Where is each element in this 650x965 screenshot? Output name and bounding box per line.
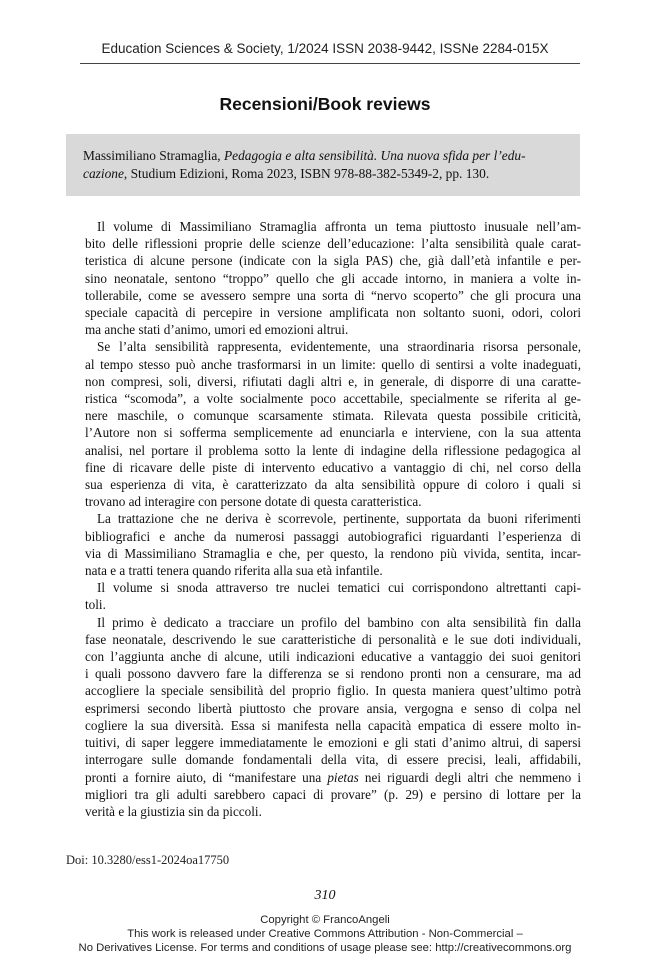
body-line: toli. [85,597,106,613]
body-line: ma anche stati d’animo, umori ed emozioni altrui. [85,322,349,338]
body-line: via di Massimiliano Stramaglia e che, per questo, la rendono più vivida, sentita, incar- [85,545,581,561]
doi: Doi: 10.3280/ess1-2024oa17750 [66,853,230,867]
body-line: interrogare sulle domande fondamentali della vita, di essere precisi, leali, affidabili, [85,752,581,768]
page-number: 310 [314,888,336,903]
body-line: fine di ricavare delle piste di intervento educativo a vantaggio di chi, nel corso della [85,459,581,475]
body-line: verità e la giustizia sin da piccoli. [85,803,262,819]
book-reference-box [66,134,580,196]
body-line: Se l’alta sensibilità rappresenta, evidentemente, una straordinaria risorsa personale, [97,339,581,355]
body-line: Il primo è dedicato a tracciare un profilo del bambino con alta sensibilità fin dalla [97,614,581,630]
copyright-notice [0,913,650,956]
body-line: non compresi, soli, diversi, rifiutati dagli altri e, in generale, di disporre di una caratte- [85,373,581,389]
reference-author: Massimiliano Stramaglia, [83,148,221,163]
body-line: l’Autore non si sofferma semplicemente ad enunciarla e interviene, con la sua attenta [85,425,581,441]
body-line: ristica “scomoda”, a volte socialmente poco accettabile, specialmente se riferita al ge- [85,391,581,407]
reference-line-1 [83,147,564,165]
body-line: tollerabile, come se avessero sempre una sorta di “nervo scoperto” che gli procura una [85,287,581,303]
body-line: sino neonatale, sentono “troppo” quello che gli accade intorno, in maniera a volte in- [85,270,581,286]
body-line: bibliografici e anche da numerosi passaggi autobiografici riguardanti l’esperienza di [85,528,581,544]
body-line: speciale capacità di percepire in versione amplificata non soltanto suoni, odori, colori [85,305,581,321]
body-line: teristica di alcune persone (indicate con la sigla PAS) che, già dall’età infantile e per- [85,253,581,269]
body-line: Il volume di Massimiliano Stramaglia affronta un tema piuttosto inusuale nell’am- [97,219,581,234]
body-line-with-italic [85,769,581,786]
italic-term: pietas [327,769,359,785]
license-line: This work is released under Creative Commons Attribution - Non-Commercial – [127,928,523,941]
paragraph-3 [85,510,581,579]
body-line: tuitivi, di saper leggere immediatamente le emozioni e gli stati d’animo altrui, di sapersi [85,735,581,751]
section-title: Recensioni/Book reviews [219,94,431,114]
body-line: nata e a tratti tenera quando riferita alla sua età infantile. [85,563,383,579]
running-head: Education Sciences & Society, 1/2024 ISSN 2038-9442, ISSNe 2284-015X [101,41,549,56]
body-line: accogliere la speciale sensibilità del proprio figlio. In questa maniera quest’ultimo potrà [85,683,581,699]
body-text-segment: nei riguardi degli altri che nemmeno i [358,769,581,785]
reference-line-2 [83,165,564,183]
reference-title-part1: Pedagogia e alta sensibilità. Una nuova sfida per l’edu- [223,148,526,163]
body-text-segment: pronti a fornire aiuto, di “manifestare una [85,769,328,785]
body-line: fase neonatale, descrivendo le sue caratteristiche di personalità e le sue doti individuali, [85,631,581,647]
body-line: Il volume si snoda attraverso tre nuclei tematici cui corrispondono altrettanti capi- [97,580,581,596]
body-line: al tempo stesso può anche trasformarsi in un limite: quello di sentirsi a volte inadeguati, [85,356,581,372]
body-line: nere maschile, o comunque scarsamente stimata. Rilevata questa possibile criticità, [85,408,581,424]
body-line: trovano ad interagire con persone dotate di questa caratteristica. [85,494,422,510]
header-rule [80,63,580,64]
body-line: con l’aggiunta anche di alcune, utili indicazioni educative a vantaggio dei suoi genitori [85,649,581,665]
body-line: migliori tra gli adulti sarebbero capaci di provare” (p. 29) e persino di lottare per la [85,786,581,802]
paragraph-1 [85,218,581,338]
body-line: analisi, nel portare il problema sotto la lente di indagine della riflessione pedagogica al [85,442,581,458]
paragraph-4 [85,579,581,613]
reference-title-part2: cazione [83,165,124,181]
body-line: cogliere la sua diversità. Essa si manifesta nella capacità empatica di essere molto in- [85,717,581,733]
copyright-line: Copyright © FrancoAngeli [260,914,390,926]
body-line: sua esperienza di vita, è caratterizzato da alta sensibilità oppure di coloro i quali si [85,477,581,493]
review-body [85,218,581,820]
body-line: La trattazione che ne deriva è scorrevole, pertinente, supportata da buoni riferimenti [97,511,581,527]
body-line: i quali possono davvero fare la differenza se si rendono pronti non a censurare, ma ad [85,666,581,682]
license-line: No Derivatives License. For terms and conditions of usage please see: http://creativecommons.org [78,942,572,955]
body-line: esprimersi secondo libertà piuttosto che provare ansia, vergogna e senso di colpa nel [85,700,581,716]
body-line: bito delle riflessioni proprie delle scienze dell’educazione: l’alta sensibilità quale carat- [85,236,581,252]
reference-details: , Studium Edizioni, Roma 2023, ISBN 978-88-382-5349-2, pp. 130. [123,165,490,181]
paragraph-5 [85,614,581,820]
paragraph-2 [85,338,581,510]
